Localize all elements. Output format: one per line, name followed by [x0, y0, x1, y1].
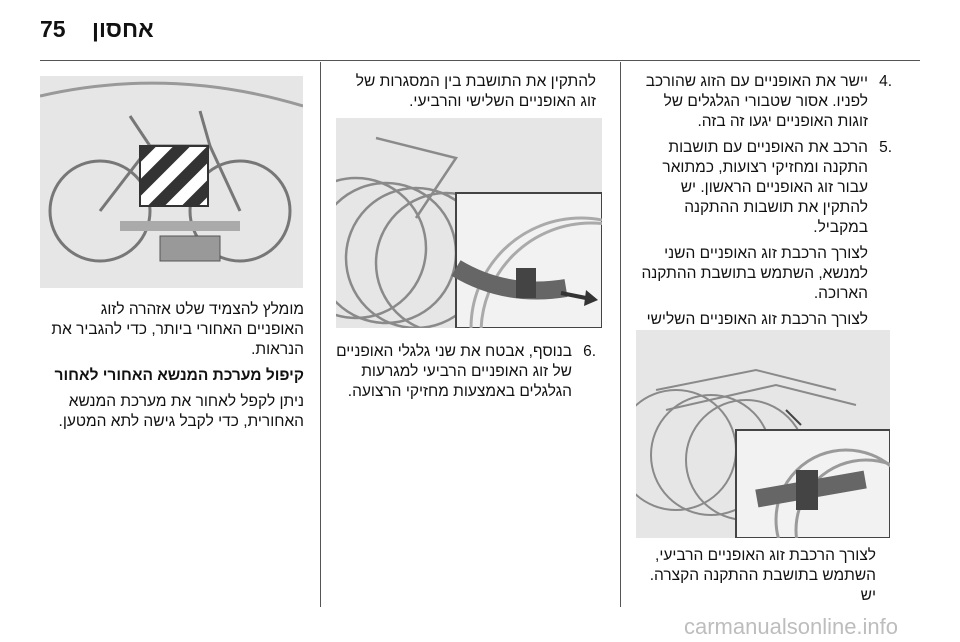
column-divider-right: [620, 62, 621, 607]
step-4: [636, 72, 892, 132]
step-6: [336, 342, 596, 402]
page-number: 75: [40, 16, 66, 42]
section-title: אחסון: [92, 16, 154, 42]
step-4-text: יישר את האופניים עם הזוג שהורכב לפניו. אסור שטבורי הגלגלים של זוגות האופניים יגעו זה בזה.: [645, 73, 868, 130]
middle-column: [336, 72, 596, 118]
page-header: [0, 0, 960, 62]
step-5: [636, 138, 892, 238]
step-5-text: הרכב את האופניים עם תושבות התקנה ומחזיקי רצועות, כמתואר עבור זוג האופניים הראשון. יש להתקין את תושבות ההתקנה במקביל.: [662, 139, 868, 236]
middle-column-bottom: [336, 342, 596, 402]
step-6-text: בנוסף, אבטח את שני גלגלי האופניים של זוג האופניים הרביעי למגרעות הגלגלים באמצעות מחזיקי הרצועה.: [336, 343, 572, 400]
illustration-bike-mount-closeup: [636, 330, 890, 538]
middle-top-paragraph: להתקין את התושבת בין המסגרות של זוג האופניים השלישי והרביעי.: [355, 73, 596, 110]
left-column: [40, 300, 304, 438]
step-5-number: .5: [879, 139, 892, 156]
illustration-wheel-strap: [336, 118, 602, 328]
right-column-bottom: [636, 546, 876, 612]
step-4-number: .4: [879, 73, 892, 90]
fold-heading: קיפול מערכת המנשא האחורי לאחור: [54, 367, 304, 384]
column-divider-left: [320, 62, 321, 607]
warning-sign-paragraph: מומלץ להצמיד שלט אזהרה לזוג האופניים האחורי ביותר, כדי להגביר את הנראות.: [51, 301, 304, 358]
watermark: carmanualsonline.info: [684, 614, 899, 639]
step-5-paragraph-3: לצורך הרכבת זוג האופניים השלישי: [646, 311, 868, 328]
header-rule: [40, 60, 920, 61]
step-6-number: .6: [583, 343, 596, 360]
illustration-warning-sign: [40, 76, 303, 288]
step-5-paragraph-2: לצורך הרכבת זוג האופניים השני למנשא, השתמש בתושבת ההתקנה הארוכה.: [641, 245, 868, 302]
step-5-paragraph-4: לצורך הרכבת זוג האופניים הרביעי, השתמש בתושבת ההתקנה הקצרה. יש: [649, 547, 876, 604]
fold-paragraph: ניתן לקפל לאחור את מערכת המנשא האחורית, כדי לקבל גישה לתא המטען.: [58, 393, 304, 430]
